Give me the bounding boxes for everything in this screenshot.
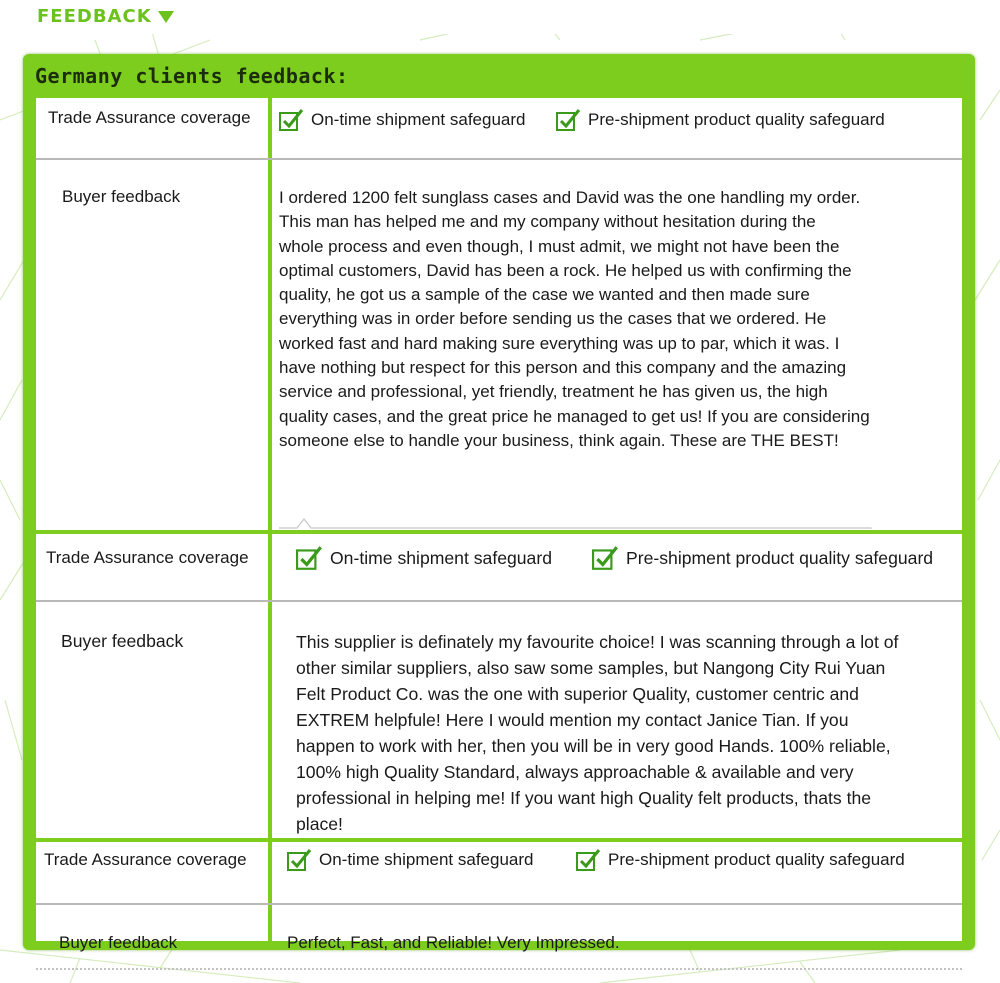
checkbox-check-icon: [279, 108, 305, 132]
feedback-line: service and professional, yet friendly, treatment he has given us, the high: [279, 382, 828, 402]
safeguard-quality: [576, 848, 905, 872]
safeguard-label: Pre-shipment product quality safeguard: [588, 110, 885, 129]
safeguard-label: On-time shipment safeguard: [311, 110, 526, 129]
coverage-label: Trade Assurance coverage: [48, 108, 251, 127]
column-divider: [268, 98, 272, 941]
feedback-line: other similar suppliers, also saw some samples, but Nangong City Rui Yuan: [296, 658, 886, 678]
coverage-label: Trade Assurance coverage: [44, 850, 247, 869]
row-divider: [36, 968, 962, 970]
triangle-down-icon: [158, 11, 174, 23]
feedback-line: happen to work with her, then you will be in very good Hands. 100% reliable,: [296, 736, 891, 756]
feedback-line: EXTREM helpfule! Here I would mention my contact Janice Tian. If you: [296, 710, 849, 730]
feedback-line: I ordered 1200 felt sunglass cases and David was the one handling my order.: [279, 188, 861, 207]
safeguard-label: Pre-shipment product quality safeguard: [626, 547, 934, 568]
feedback-line: whole process and even though, I must admit, we might not have been the: [279, 236, 840, 256]
feedback-line: Perfect, Fast, and Reliable! Very Impressed.: [287, 933, 620, 952]
safeguard-ontime: [287, 848, 534, 872]
feedback-line: have nothing but respect for this person and this company and the amazing: [279, 358, 847, 378]
feedback-line: quality, he got us a sample of the case we wanted and then made sure: [279, 285, 810, 305]
checkbox-check-icon: [556, 108, 582, 132]
buyer-feedback-text: [287, 933, 620, 953]
buyer-feedback-label: Buyer feedback: [59, 933, 178, 952]
checkbox-check-icon: [592, 545, 620, 571]
safeguard-ontime: [279, 108, 526, 132]
safeguard-label: On-time shipment safeguard: [319, 850, 534, 869]
checkbox-check-icon: [296, 545, 324, 571]
feedback-line: This supplier is definately my favourite choice! I was scanning through a lot of: [296, 632, 899, 652]
row-divider: [36, 600, 962, 602]
feedback-line: 100% high Quality Standard, always approachable & available and very: [296, 762, 854, 782]
feedback-line: This man has helped me and my company without hesitation during the: [279, 212, 816, 232]
buyer-feedback-text: [279, 186, 870, 453]
feedback-line: someone else to handle your business, think again. These are THE BEST!: [279, 430, 839, 450]
top-bar: [0, 0, 1000, 34]
feedback-line: worked fast and hard making sure everything was up to par, which it was. I: [279, 333, 840, 353]
checkbox-check-icon: [576, 848, 602, 872]
feedback-table: [36, 98, 962, 952]
feedback-panel: [23, 54, 975, 950]
row-divider: [36, 903, 962, 905]
checkbox-check-icon: [287, 848, 313, 872]
coverage-label: Trade Assurance coverage: [46, 548, 249, 567]
feedback-line: quality cases, and the great price he managed to get us! If you are considering: [279, 406, 870, 426]
row-divider: [36, 158, 962, 160]
feedback-line: optimal customers, David has been a rock. He helped us with confirming the: [279, 260, 852, 280]
entry-separator: [36, 838, 962, 842]
feedback-line: place!: [296, 814, 343, 834]
bubble-edge: [279, 517, 872, 529]
feedback-header-label: FEEDBACK: [37, 6, 152, 27]
feedback-line: everything was in order before sending us the cases that we ordered. He: [279, 309, 827, 329]
feedback-line: professional in helping me! If you want high Quality felt products, thats the: [296, 788, 872, 808]
buyer-feedback-label: Buyer feedback: [62, 187, 181, 206]
safeguard-ontime: [296, 545, 552, 571]
buyer-feedback-text: [296, 629, 898, 837]
entry-separator: [36, 530, 962, 534]
safeguard-label: Pre-shipment product quality safeguard: [608, 850, 905, 869]
section-title: Germany clients feedback:: [35, 64, 349, 88]
buyer-feedback-label: Buyer feedback: [61, 631, 184, 651]
feedback-header: [37, 6, 174, 27]
feedback-line: Felt Product Co. was the one with superior Quality, customer centric and: [296, 684, 859, 704]
safeguard-label: On-time shipment safeguard: [330, 547, 552, 568]
safeguard-quality: [556, 108, 885, 132]
safeguard-quality: [592, 545, 933, 571]
